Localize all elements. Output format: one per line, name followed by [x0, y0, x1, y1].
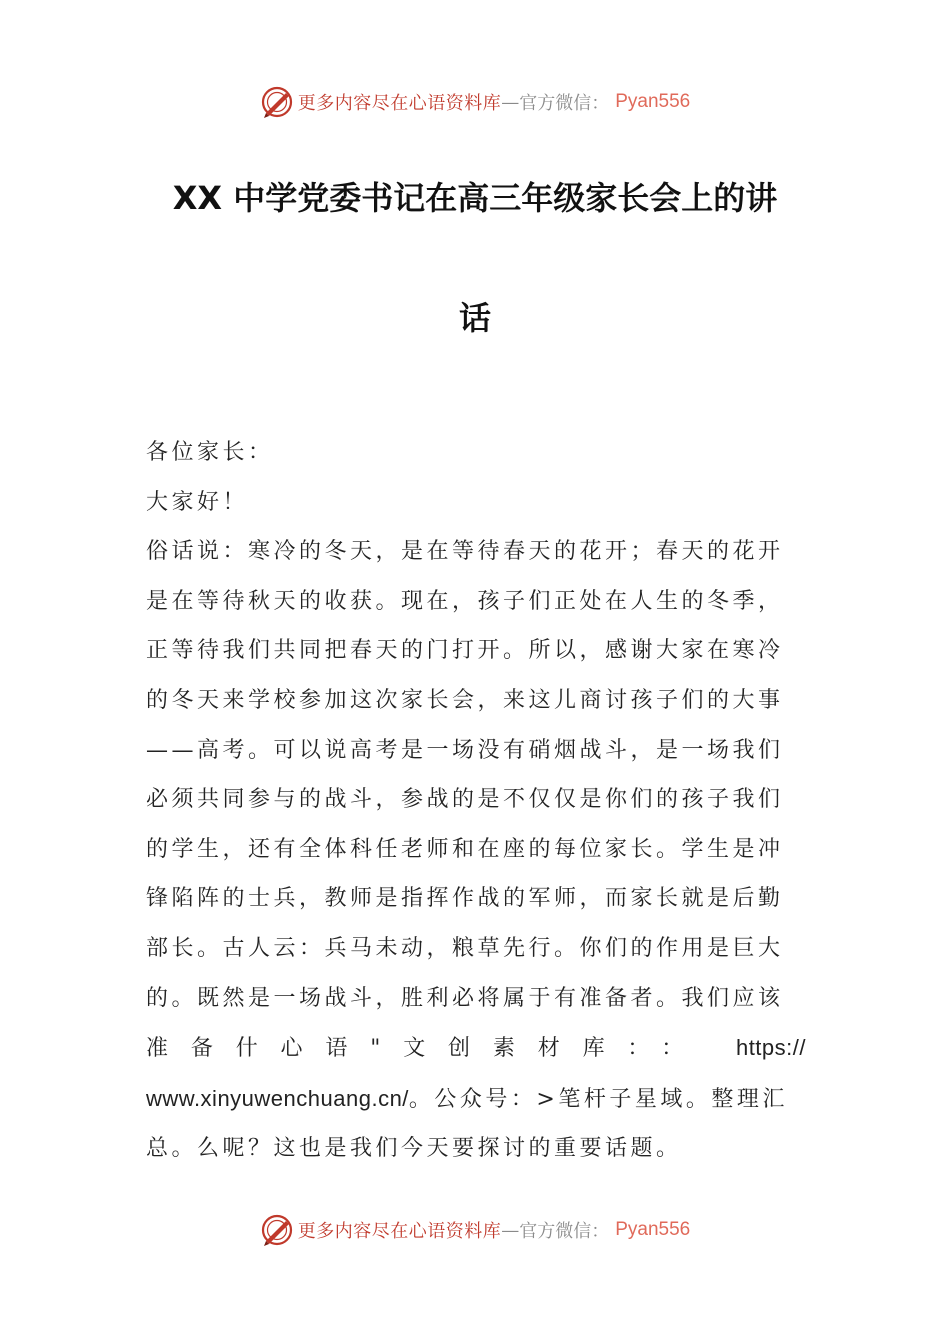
watermark-official-label: 官方微信：	[519, 1221, 610, 1242]
body-line: 必须共同参与的战斗，参战的是不仅仅是你们的孩子我们	[146, 787, 784, 813]
after-url-text: 。公众号：>笔杆子星域。整理汇	[408, 1086, 788, 1112]
document-body	[146, 428, 806, 1174]
body-line: 正等待我们共同把春天的门打开。所以，感谢大家在寒冷	[146, 638, 784, 664]
url-fragment: https://	[735, 1035, 806, 1061]
greeting-line: 大家好！	[146, 489, 249, 515]
body-line: 部长。古人云：兵马未动，粮草先行。你们的作用是巨大	[146, 935, 784, 961]
title-line-1: XX 中学党委书记在高三年级家长会上的讲	[172, 179, 778, 217]
url-fragment: www.xinyuwenchuang.cn/	[146, 1085, 409, 1111]
body-line	[146, 1074, 806, 1125]
document-title	[140, 168, 810, 348]
body-line: 的冬天来学校参加这次家长会，来这儿商讨孩子们的大事	[146, 687, 784, 713]
title-line-2: 话	[458, 299, 491, 337]
pen-logo-icon	[260, 1213, 294, 1247]
body-line: 锋陷阵的士兵，教师是指挥作战的军师，而家长就是后勤	[146, 886, 784, 912]
body-line-last: 总。么呢？这也是我们今天要探讨的重要话题。	[146, 1136, 682, 1162]
footer-watermark	[0, 1210, 950, 1250]
watermark-dash: —	[501, 1219, 520, 1241]
header-watermark	[0, 82, 950, 122]
body-line: 是在等待秋天的收获。现在，孩子们正处在人生的冬季，	[146, 588, 784, 614]
pen-logo-icon	[260, 85, 294, 119]
watermark-main-text: 更多内容尽在心语资料库	[297, 1221, 502, 1242]
watermark-main-text: 更多内容尽在心语资料库	[297, 93, 502, 114]
spread-text: 准备什心语"文创素材库：：	[146, 1036, 707, 1062]
body-line: 的学生，还有全体科任老师和在座的每位家长。学生是冲	[146, 836, 784, 862]
watermark-dash: —	[501, 91, 520, 113]
body-line: ——高考。可以说高考是一场没有硝烟战斗，是一场我们	[146, 737, 784, 763]
greeting-line: 各位家长：	[146, 440, 274, 465]
watermark-official-label: 官方微信：	[519, 93, 610, 114]
body-line-spread	[146, 1023, 806, 1074]
body-line: 的。既然是一场战斗，胜利必将属于有准备者。我们应该	[146, 985, 784, 1011]
watermark-wechat-id: Pyan556	[615, 91, 691, 112]
watermark-wechat-id: Pyan556	[615, 1219, 691, 1240]
body-line: 俗话说：寒冷的冬天，是在等待春天的花开；春天的花开	[146, 539, 784, 565]
